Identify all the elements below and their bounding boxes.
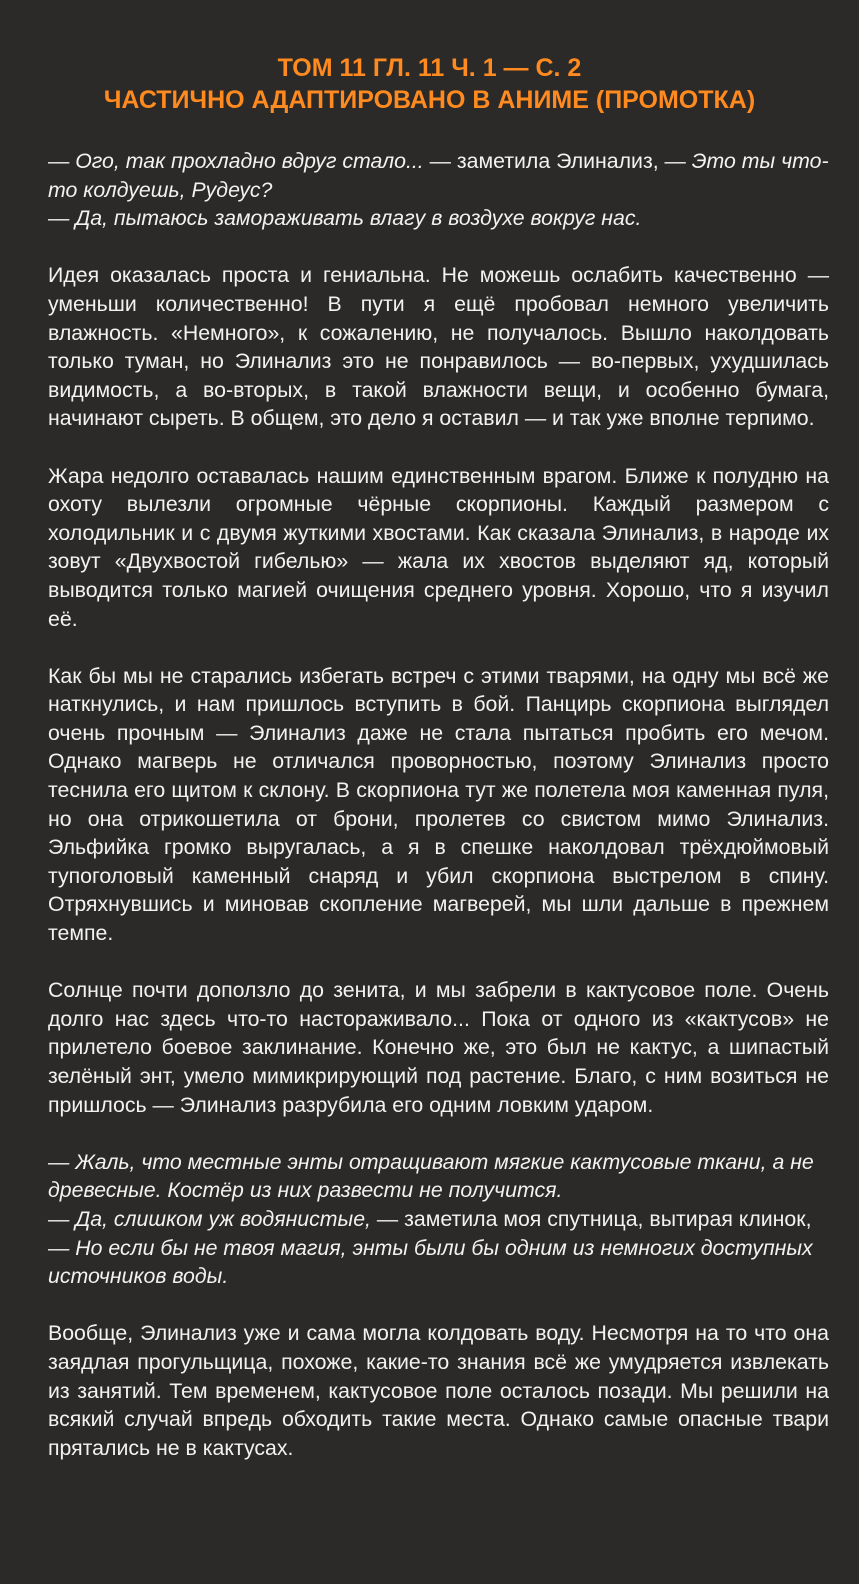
dialogue-line: — Да, пытаюсь замораживать влагу в воздухе вокруг нас.: [48, 206, 642, 231]
chapter-text: [48, 147, 829, 1462]
narration: — заметила моя спутница, вытирая клинок,: [370, 1206, 812, 1231]
paragraph: Жара недолго оставалась нашим единственным врагом. Ближе к полудню на охоту вылезли огромные чёрные скорпионы. Каждый размером с холодильник и с двумя жуткими хвостами. Как сказала Элинализ, в народе их зовут «Двухвостой гибелью» — жала их хвостов выделяют яд, который выводится только магией очищения среднего уровня. Хорошо, что я изучил её.: [48, 463, 829, 631]
paragraph: Как бы мы не старались избегать встреч с этими тварями, на одну мы всё же наткнулись, и нам пришлось вступить в бой. Панцирь скорпиона выглядел очень прочным — Элинализ даже не стала пытаться пробить его мечом. Однако магверь не отличался проворностью, поэтому Элинализ просто теснила его щитом к склону. В скорпиона тут же полетела моя каменная пуля, но она отрикошетила от брони, пролетев со свистом мимо Элинализ. Эльфийка громко выругалась, а я в спешке наколдовал трёхдюймовый тупоголовый каменный снаряд и убил скорпиона выстрелом в спину. Отряхнувшись и миновав скопление магверей, мы шли дальше в прежнем темпе.: [48, 663, 829, 946]
dialogue-block: [48, 147, 829, 233]
speech: — Но если бы не твоя магия, энты были бы одним из немногих доступных источников воды.: [48, 1235, 813, 1289]
speech: — Да, слишком уж водянистые,: [48, 1206, 371, 1231]
dialogue-line: [48, 147, 829, 204]
dialogue-line: — Жаль, что местные энты отращивают мягкие кактусовые ткани, а не древесные. Костёр из них развести не получится.: [48, 1149, 814, 1203]
dialogue-block: [48, 1148, 829, 1291]
narration: — заметила Элинализ,: [423, 149, 665, 173]
speech: — Это ты что-то колдуешь, Рудеус?: [48, 149, 829, 202]
paragraph: Солнце почти доползло до зенита, и мы забрели в кактусовое поле. Очень долго нас здесь что-то настораживало... Пока от одного из «кактусов» не прилетело боевое заклинание. Конечно же, это был не кактус, а шипастый зелёный энт, умело мимикрирующий под растение. Благо, с ним возиться не пришлось — Элинализ разрубила его одним ловким ударом.: [48, 978, 829, 1117]
chapter-title: ТОМ 11 ГЛ. 11 Ч. 1 — С. 2: [277, 54, 582, 82]
paragraph: Идея оказалась проста и гениальна. Не можешь ослабить качественно — уменьши количественно! В пути я ещё пробовал немного увеличить влажность. «Немного», к сожалению, не получалось. Вышло наколдовать только туман, но Элинализ это не понравилось — во-первых, ухудшилась видимость, а во-вторых, в такой влажности вещи, и особенно бумага, начинают сыреть. В общем, это дело я оставил — и так уже вполне терпимо.: [48, 263, 829, 431]
speech: — Ого, так прохладно вдруг стало...: [48, 149, 424, 173]
chapter-header: [0, 52, 859, 116]
adaptation-note: ЧАСТИЧНО АДАПТИРОВАНО В АНИМЕ (ПРОМОТКА): [103, 86, 756, 114]
paragraph: Вообще, Элинализ уже и сама могла колдовать воду. Несмотря на то что она заядлая прогульщица, похоже, какие-то знания всё же умудряется извлекать из занятий. Тем временем, кактусовое поле осталось позади. Мы решили на всякий случай впредь обходить такие места. Однако самые опасные твари прятались не в кактусах.: [48, 1321, 829, 1460]
dialogue-line: [48, 1205, 829, 1291]
